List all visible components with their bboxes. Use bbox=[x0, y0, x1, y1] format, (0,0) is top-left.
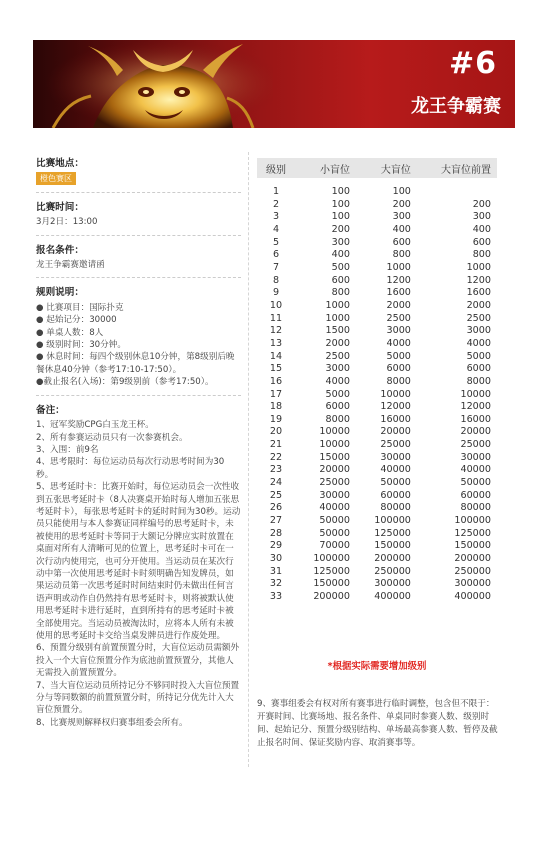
table-row bbox=[257, 591, 497, 604]
table-row bbox=[257, 502, 497, 515]
cell-small-blind: 500 bbox=[331, 261, 350, 273]
cell-big-blind: 100000 bbox=[374, 515, 411, 527]
cell-small-blind: 3000 bbox=[325, 363, 350, 375]
cell-small-blind: 150000 bbox=[313, 578, 350, 590]
note-item-9: 9、赛事组委会有权对所有赛事进行临时调整，包含但不限于：开赛时间、比赛场地、报名条件、单桌同时参赛人数、级别时间、起始记分、预置分级别结构、单场最高参赛人数、暂停及截止报名时间、保证奖励内容、取消赛事等。 bbox=[257, 699, 498, 748]
note-item: 1、冠军奖励CPG白玉龙王杯。 bbox=[36, 420, 154, 431]
cell-level: 13 bbox=[269, 337, 283, 349]
cell-small-blind: 50000 bbox=[319, 515, 350, 527]
cell-small-blind: 200 bbox=[331, 223, 350, 235]
cell-big-blind: 400000 bbox=[374, 591, 411, 602]
table-row bbox=[257, 578, 497, 591]
cell-level: 15 bbox=[269, 363, 283, 375]
cell-level: 6 bbox=[272, 249, 280, 261]
cell-big-blind: 2000 bbox=[386, 299, 411, 311]
cell-big-blind: 800 bbox=[392, 249, 411, 261]
rule-item: ● 级别时间：30分钟。 bbox=[36, 340, 126, 351]
cell-ante: 80000 bbox=[460, 502, 491, 514]
cell-ante: 200000 bbox=[454, 553, 491, 565]
cell-ante: 1600 bbox=[466, 287, 491, 299]
table-row bbox=[257, 528, 497, 541]
table-row bbox=[257, 237, 497, 250]
cell-small-blind: 600 bbox=[331, 274, 350, 286]
blind-table-header bbox=[257, 158, 497, 178]
cell-small-blind: 20000 bbox=[319, 464, 350, 476]
table-row bbox=[257, 401, 497, 414]
cell-small-blind: 200000 bbox=[313, 591, 350, 602]
cell-big-blind: 30000 bbox=[380, 451, 411, 463]
cell-ante: 1200 bbox=[466, 274, 491, 286]
cell-ante: 10000 bbox=[460, 388, 491, 400]
divider bbox=[36, 235, 241, 236]
cell-ante: 6000 bbox=[466, 363, 491, 375]
note-item: 5、思考延时卡：比赛开始时，每位运动员会一次性收到五张思考延时卡（8人决赛桌开始时每人增加五张思考延时卡），每张思考延时卡的延时时间为30秒。运动员只能使用与本人参赛证同样编号的思考延时卡，未被使用的思考延时卡等同于大额记分牌应实时放置在桌面对所有人清晰可见的位置上，思考延时卡可在一次行动内使用完，也可分开使用。当运动员在某次行动中第一次使用思考延时卡时须明确告知发牌员，如果运动员第一次思考延时时间结束时仍未做出任何言语声明或动作自仍然持有思考延时卡，则将被默认使用思考延时卡进行延时，直到所持有的思考延时卡被全部使用完。当运动员被淘汰时，应将本人所有未被使用的思考延时卡交给当桌发牌员进行作废处理。 bbox=[36, 482, 241, 641]
cell-level: 17 bbox=[269, 388, 283, 400]
table-footnote: *根据实际需要增加级别 bbox=[327, 661, 427, 672]
cell-big-blind: 2500 bbox=[386, 312, 411, 324]
cell-big-blind: 40000 bbox=[380, 464, 411, 476]
note-item: 2、所有参赛运动员只有一次参赛机会。 bbox=[36, 432, 188, 443]
cell-big-blind: 60000 bbox=[380, 489, 411, 501]
column-divider bbox=[248, 152, 249, 767]
cell-big-blind: 25000 bbox=[380, 439, 411, 451]
cell-big-blind: 300 bbox=[392, 211, 411, 223]
cell-ante: 300 bbox=[472, 211, 491, 223]
cell-level: 4 bbox=[272, 223, 280, 235]
table-row bbox=[257, 300, 497, 313]
cell-small-blind: 25000 bbox=[319, 477, 350, 489]
cell-level: 2 bbox=[272, 198, 280, 210]
cell-level: 3 bbox=[272, 211, 280, 223]
cell-big-blind: 200000 bbox=[374, 553, 411, 565]
cell-big-blind: 100 bbox=[392, 186, 411, 197]
cell-level: 25 bbox=[269, 489, 283, 501]
table-row bbox=[257, 464, 497, 477]
event-number: #6 bbox=[448, 46, 497, 81]
table-row bbox=[257, 566, 497, 579]
cell-ante: 12000 bbox=[460, 401, 491, 413]
table-row bbox=[257, 490, 497, 503]
cell-big-blind: 300000 bbox=[374, 578, 411, 590]
cell-small-blind: 5000 bbox=[325, 388, 350, 400]
cell-big-blind: 80000 bbox=[380, 502, 411, 514]
cell-ante: 20000 bbox=[460, 426, 491, 438]
cell-level: 7 bbox=[272, 261, 280, 273]
header-ante: 大盲位前置 bbox=[441, 164, 491, 176]
cell-ante: 3000 bbox=[466, 325, 491, 337]
cell-big-blind: 400 bbox=[392, 223, 411, 235]
cell-level: 26 bbox=[269, 502, 283, 514]
blind-table-body bbox=[257, 178, 497, 604]
cell-big-blind: 50000 bbox=[380, 477, 411, 489]
blind-structure bbox=[257, 158, 497, 604]
cell-ante: 100000 bbox=[454, 515, 491, 527]
cell-level: 16 bbox=[269, 375, 283, 387]
table-row bbox=[257, 363, 497, 376]
note-item: 4、思考限时：每位运动员每次行动思考时间为30秒。 bbox=[36, 457, 225, 480]
cell-ante: 600 bbox=[472, 236, 491, 248]
cell-level: 28 bbox=[269, 527, 283, 539]
cell-ante: 150000 bbox=[454, 540, 491, 552]
divider bbox=[36, 192, 241, 193]
cell-level: 24 bbox=[269, 477, 283, 489]
cell-ante: 2500 bbox=[466, 312, 491, 324]
cell-ante: 8000 bbox=[466, 375, 491, 387]
table-row bbox=[257, 452, 497, 465]
cell-big-blind: 6000 bbox=[386, 363, 411, 375]
cell-big-blind: 4000 bbox=[386, 337, 411, 349]
table-row bbox=[257, 287, 497, 300]
cell-small-blind: 100 bbox=[331, 186, 350, 197]
cell-ante: 200 bbox=[472, 198, 491, 210]
cell-big-blind: 10000 bbox=[380, 388, 411, 400]
cell-level: 12 bbox=[269, 325, 283, 337]
table-row bbox=[257, 178, 497, 199]
cell-level: 10 bbox=[269, 299, 283, 311]
cell-small-blind: 2000 bbox=[325, 337, 350, 349]
cell-big-blind: 1200 bbox=[386, 274, 411, 286]
cell-ante: 30000 bbox=[460, 451, 491, 463]
cell-ante: 1000 bbox=[466, 261, 491, 273]
cell-ante: 40000 bbox=[460, 464, 491, 476]
cell-level: 23 bbox=[269, 464, 283, 476]
note-item: 8、比赛规则解释权归赛事组委会所有。 bbox=[36, 717, 188, 728]
header-big-blind: 大盲位 bbox=[380, 164, 411, 176]
cell-ante: 25000 bbox=[460, 439, 491, 451]
cell-big-blind: 8000 bbox=[386, 375, 411, 387]
cell-level: 27 bbox=[269, 515, 283, 527]
cell-level: 14 bbox=[269, 350, 283, 362]
venue-heading: 比赛地点： bbox=[36, 158, 84, 169]
cell-ante: 300000 bbox=[454, 578, 491, 590]
cell-small-blind: 125000 bbox=[313, 565, 350, 577]
cell-small-blind: 50000 bbox=[319, 527, 350, 539]
event-title: 龙王争霸赛 bbox=[411, 96, 501, 117]
table-row bbox=[257, 325, 497, 338]
cell-small-blind: 300 bbox=[331, 236, 350, 248]
table-row bbox=[257, 249, 497, 262]
rule-item: ● 比赛项目：国际扑克 bbox=[36, 302, 124, 313]
cell-small-blind: 1000 bbox=[325, 299, 350, 311]
cell-big-blind: 20000 bbox=[380, 426, 411, 438]
header-small-blind: 小盲位 bbox=[319, 164, 350, 176]
cell-level: 21 bbox=[269, 439, 283, 451]
entry-value: 龙王争霸赛邀请函 bbox=[36, 260, 105, 271]
cell-level: 1 bbox=[272, 186, 280, 197]
cell-level: 18 bbox=[269, 401, 283, 413]
table-row bbox=[257, 540, 497, 553]
cell-small-blind: 15000 bbox=[319, 451, 350, 463]
cell-ante: 50000 bbox=[460, 477, 491, 489]
table-row bbox=[257, 426, 497, 439]
cell-level: 20 bbox=[269, 426, 283, 438]
table-row bbox=[257, 275, 497, 288]
cell-ante: 5000 bbox=[466, 350, 491, 362]
cell-big-blind: 150000 bbox=[374, 540, 411, 552]
cell-big-blind: 200 bbox=[392, 198, 411, 210]
event-banner bbox=[33, 40, 515, 128]
entry-heading: 报名条件： bbox=[36, 244, 84, 256]
dragon-image bbox=[33, 40, 273, 128]
cell-level: 30 bbox=[269, 553, 283, 565]
cell-level: 22 bbox=[269, 451, 283, 463]
time-value: 3月2日：13:00 bbox=[36, 217, 98, 228]
cell-small-blind: 1500 bbox=[325, 325, 350, 337]
cell-ante: 250000 bbox=[454, 565, 491, 577]
rule-item: ● 单桌人数：8人 bbox=[36, 327, 104, 338]
table-row bbox=[257, 313, 497, 326]
cell-small-blind: 100 bbox=[331, 198, 350, 210]
cell-small-blind: 10000 bbox=[319, 426, 350, 438]
divider bbox=[36, 277, 241, 278]
cell-level: 9 bbox=[272, 287, 280, 299]
cell-big-blind: 600 bbox=[392, 236, 411, 248]
table-row bbox=[257, 376, 497, 389]
cell-small-blind: 4000 bbox=[325, 375, 350, 387]
cell-ante: 400 bbox=[472, 223, 491, 235]
table-row bbox=[257, 211, 497, 224]
table-row bbox=[257, 389, 497, 402]
cell-small-blind: 40000 bbox=[319, 502, 350, 514]
venue-badge: 橙色赛区 bbox=[36, 172, 76, 185]
note-item: 7、当大盲位运动员所持记分不够同时投入大盲位预置分与等同数额的前置预置分时，所持记分优先计入大盲位预置分。 bbox=[36, 680, 240, 716]
cell-ante: 2000 bbox=[466, 299, 491, 311]
cell-small-blind: 30000 bbox=[319, 489, 350, 501]
cell-level: 19 bbox=[269, 413, 283, 425]
rule-item: ●截止报名(入场)：第9级别前（参考17:50）。 bbox=[36, 377, 214, 388]
cell-small-blind: 10000 bbox=[319, 439, 350, 451]
cell-level: 5 bbox=[272, 236, 280, 248]
rule-item: ● 起始记分：30000 bbox=[36, 315, 117, 326]
cell-big-blind: 1000 bbox=[386, 261, 411, 273]
table-row bbox=[257, 224, 497, 237]
table-row bbox=[257, 553, 497, 566]
cell-small-blind: 70000 bbox=[319, 540, 350, 552]
notes-heading: 备注： bbox=[36, 404, 65, 416]
divider bbox=[36, 395, 241, 396]
table-row bbox=[257, 515, 497, 528]
note-item: 3、入围：前9名 bbox=[36, 444, 99, 455]
cell-small-blind: 2500 bbox=[325, 350, 350, 362]
table-row bbox=[257, 351, 497, 364]
blind-table bbox=[257, 158, 497, 604]
table-row bbox=[257, 262, 497, 275]
cell-small-blind: 1000 bbox=[325, 312, 350, 324]
cell-ante: 400000 bbox=[454, 591, 491, 602]
cell-level: 8 bbox=[272, 274, 280, 286]
cell-ante: 4000 bbox=[466, 337, 491, 349]
cell-big-blind: 12000 bbox=[380, 401, 411, 413]
cell-small-blind: 8000 bbox=[325, 413, 350, 425]
cell-level: 32 bbox=[269, 578, 283, 590]
cell-ante: 16000 bbox=[460, 413, 491, 425]
table-row bbox=[257, 477, 497, 490]
cell-ante: 800 bbox=[472, 249, 491, 261]
cell-big-blind: 5000 bbox=[386, 350, 411, 362]
cell-level: 33 bbox=[269, 591, 283, 602]
event-info-column bbox=[36, 158, 241, 729]
rule-item: ● 休息时间：每四个级别休息10分钟，第8级别后晚餐休息40分钟（参考17:10-17:50）。 bbox=[36, 352, 235, 375]
cell-small-blind: 400 bbox=[331, 249, 350, 261]
header-level: 级别 bbox=[266, 164, 286, 176]
cell-big-blind: 250000 bbox=[374, 565, 411, 577]
cell-ante: 125000 bbox=[454, 527, 491, 539]
cell-ante: 60000 bbox=[460, 489, 491, 501]
note-item: 6、预置分级别有前置预置分时，大盲位运动员需额外投入一个大盲位预置分作为底池前置预置分，其他人无需投入前置预置分。 bbox=[36, 643, 240, 679]
cell-level: 31 bbox=[269, 565, 283, 577]
table-row bbox=[257, 338, 497, 351]
cell-big-blind: 125000 bbox=[374, 527, 411, 539]
table-row bbox=[257, 414, 497, 427]
cell-small-blind: 100 bbox=[331, 211, 350, 223]
cell-big-blind: 16000 bbox=[380, 413, 411, 425]
rules-heading: 规则说明： bbox=[36, 287, 84, 299]
cell-big-blind: 3000 bbox=[386, 325, 411, 337]
cell-ante bbox=[417, 178, 497, 199]
cell-small-blind: 6000 bbox=[325, 401, 350, 413]
cell-big-blind: 1600 bbox=[386, 287, 411, 299]
table-row bbox=[257, 439, 497, 452]
table-row bbox=[257, 199, 497, 212]
cell-level: 11 bbox=[269, 312, 283, 324]
cell-small-blind: 800 bbox=[331, 287, 350, 299]
cell-small-blind: 100000 bbox=[313, 553, 350, 565]
cell-level: 29 bbox=[269, 540, 283, 552]
time-heading: 比赛时间： bbox=[36, 201, 84, 213]
